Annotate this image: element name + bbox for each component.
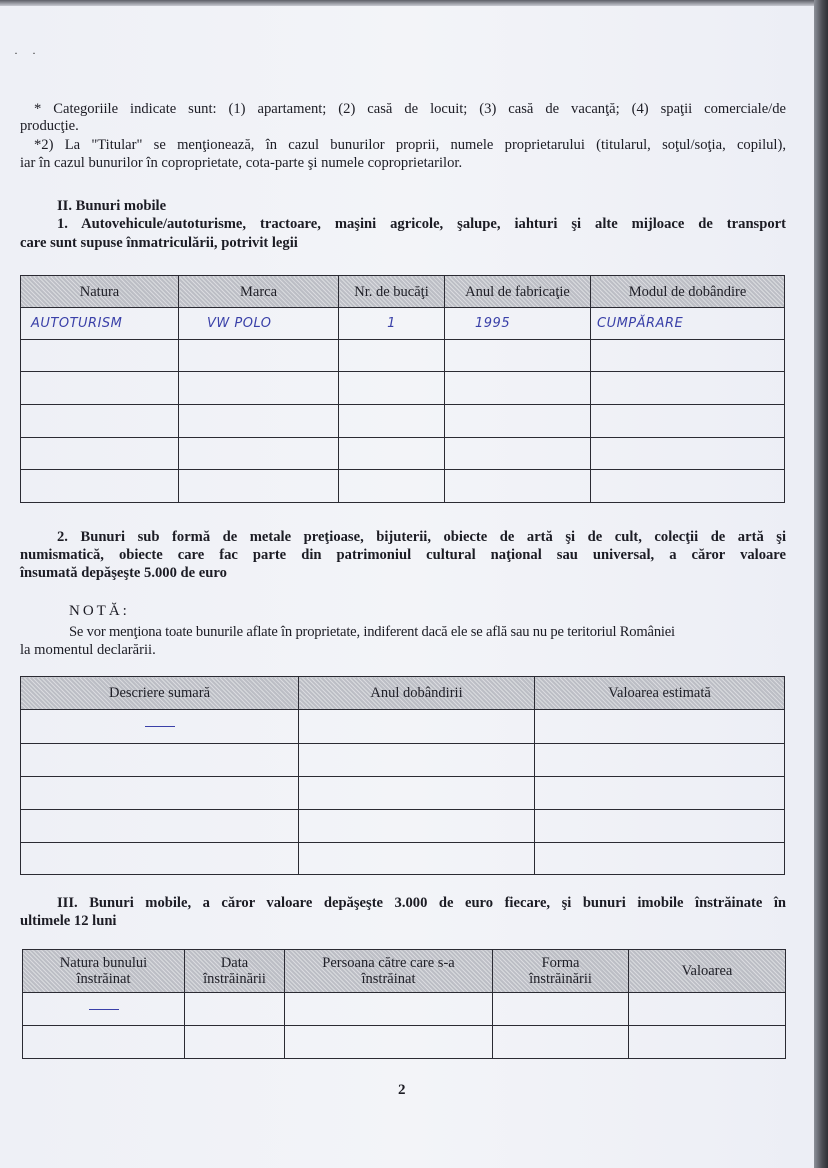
table-row: [21, 744, 785, 777]
col-persoana: Persoana către care s-a înstrăinat: [285, 950, 493, 993]
valuables-table: [20, 676, 785, 875]
section-3-heading: III. Bunuri mobile, a căror valoare depăşeşte 3.000 de euro fiecare, şi bunuri imobile înstrăinate în: [57, 895, 786, 911]
handwritten-dash: [145, 726, 175, 727]
col-valoarea-estimata: Valoarea estimată: [535, 677, 785, 710]
table-row: [23, 1026, 786, 1059]
valuables-header-row: [21, 677, 785, 710]
table-row: [21, 340, 785, 372]
section-3-heading-cont: ultimele 12 luni: [20, 913, 117, 929]
handwritten-anul: 1995: [475, 316, 511, 331]
vehicles-heading: 1. Autovehicule/autoturisme, tractoare, maşini agricole, şalupe, iahturi şi alte mijloace de transport: [57, 216, 786, 232]
handwritten-marca: VW POLO: [207, 316, 272, 331]
table-row: [21, 777, 785, 810]
handwritten-natura: AUTOTURISM: [31, 316, 123, 331]
table-row: [21, 438, 785, 470]
alienated-header-row: [23, 950, 786, 993]
table-row: [21, 308, 785, 340]
section-2-heading: II. Bunuri mobile: [57, 198, 167, 214]
table-row: [21, 470, 785, 503]
col-nr-bucati: Nr. de bucăţi: [339, 276, 445, 308]
nota-text-cont: la momentul declarării.: [20, 642, 156, 658]
vehicles-heading-cont: care sunt supuse înmatriculării, potrivit legii: [20, 235, 298, 251]
col-valoarea: Valoarea: [629, 950, 786, 993]
col-forma-instrainarii: Forma înstrăinării: [493, 950, 629, 993]
col-anul-dobandirii: Anul dobândirii: [299, 677, 535, 710]
valuables-heading-cont2: însumată depăşeşte 5.000 de euro: [20, 565, 227, 581]
page-number: 2: [398, 1082, 406, 1098]
note-titular: *2) La "Titular" se menţionează, în cazul bunurilor proprii, numele proprietarului (titularul, soţul/soţia, copilul),: [34, 137, 786, 153]
col-natura: Natura: [21, 276, 179, 308]
scan-marks: ··: [14, 46, 50, 60]
col-modul-dobandire: Modul de dobândire: [591, 276, 785, 308]
col-anul-fabricatie: Anul de fabricaţie: [445, 276, 591, 308]
col-descriere: Descriere sumară: [21, 677, 299, 710]
alienated-table: [22, 949, 786, 1059]
valuables-heading-cont: numismatică, obiecte care fac parte din patrimoniul cultural naţional sau universal, a căror valoare: [20, 547, 786, 563]
col-natura-bunului: Natura bunului înstrăinat: [23, 950, 185, 993]
handwritten-modul: CUMPĂRARE: [597, 316, 684, 331]
nota-label: NOTĂ:: [69, 603, 130, 619]
vehicles-header-row: [21, 276, 785, 308]
col-marca: Marca: [179, 276, 339, 308]
note-titular-cont: iar în cazul bunurilor în coproprietate, cota-parte şi numele coproprietarilor.: [20, 155, 463, 171]
col-data-instrainarii: Data înstrăinării: [185, 950, 285, 993]
scan-right-edge: [814, 0, 828, 1168]
table-row: [21, 372, 785, 405]
table-row: [23, 993, 786, 1026]
valuables-heading: 2. Bunuri sub formă de metale preţioase, bijuterii, obiecte de artă şi de cult, colecţii de artă şi: [57, 529, 786, 545]
table-row: [21, 710, 785, 744]
note-categories: * Categoriile indicate sunt: (1) apartament; (2) casă de locuit; (3) casă de vacanţă; (4) spaţii comerciale/de: [34, 101, 786, 117]
note-categories-cont: producţie.: [20, 118, 79, 134]
nota-text: Se vor menţiona toate bunurile aflate în proprietate, indiferent dacă ele se află sau nu pe teritoriul României: [69, 624, 675, 640]
handwritten-nr-bucati: 1: [387, 316, 396, 331]
handwritten-dash: [89, 1009, 119, 1010]
vehicles-table: [20, 275, 785, 503]
table-row: [21, 810, 785, 843]
scan-top-edge: [0, 0, 828, 6]
table-row: [21, 843, 785, 875]
table-row: [21, 405, 785, 438]
